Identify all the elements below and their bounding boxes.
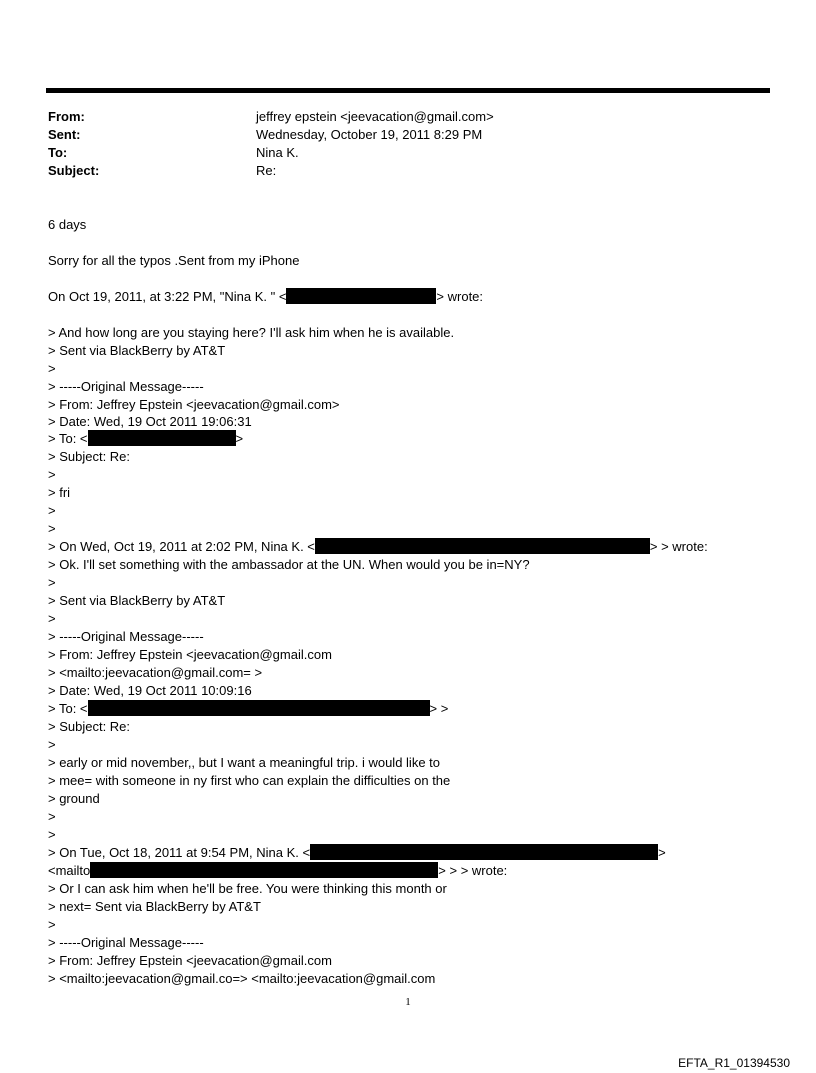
body-text: > On Tue, Oct 18, 2011 at 9:54 PM, Nina K. < <box>48 845 311 860</box>
body-text: > wrote: <box>436 289 484 304</box>
body-line: 6 days <box>48 217 87 232</box>
body-line: > Date: Wed, 19 Oct 2011 10:09:16 <box>48 683 252 698</box>
body-line: > <box>48 917 56 932</box>
body-line: > Or I can ask him when he'll be free. You were thinking this month or <box>48 881 447 896</box>
body-line: > ground <box>48 791 100 806</box>
body-text: > To: < <box>48 431 88 446</box>
redaction-bar <box>88 700 430 716</box>
body-line: > <box>48 809 56 824</box>
subject-label: Subject: <box>48 163 100 178</box>
body-line: > <box>48 503 56 518</box>
redaction-bar <box>286 288 436 304</box>
body-line <box>48 844 666 862</box>
body-line: > <mailto:jeevacation@gmail.com= > <box>48 665 263 680</box>
document-id: EFTA_R1_01394530 <box>678 1056 790 1070</box>
body-line: > <box>48 737 56 752</box>
header-rule <box>46 88 770 93</box>
header-from <box>48 108 494 126</box>
body-text: > > > wrote: <box>438 863 508 878</box>
body-line: > Subject: Re: <box>48 719 131 734</box>
header-sent <box>48 126 483 144</box>
header-to <box>48 144 299 162</box>
body-line: > fri <box>48 485 71 500</box>
to-label: To: <box>48 145 68 160</box>
body-text: On Oct 19, 2011, at 3:22 PM, "Nina K. " < <box>48 289 287 304</box>
body-line: > From: Jeffrey Epstein <jeevacation@gmail.com> <box>48 397 340 412</box>
body-line: Sorry for all the typos .Sent from my iPhone <box>48 253 300 268</box>
body-line <box>48 700 448 718</box>
body-line: > <box>48 611 56 626</box>
subject-value: Re: <box>256 163 277 178</box>
body-line: > early or mid november,, but I want a meaningful trip. i would like to <box>48 755 440 770</box>
body-line: > <box>48 827 56 842</box>
from-value: jeffrey epstein <jeevacation@gmail.com> <box>256 109 494 124</box>
body-line: > Subject: Re: <box>48 449 131 464</box>
body-text: > To: < <box>48 701 88 716</box>
body-line: > Sent via BlackBerry by AT&T <box>48 343 226 358</box>
body-line <box>48 288 483 306</box>
body-line: > -----Original Message----- <box>48 935 204 950</box>
body-line: > From: Jeffrey Epstein <jeevacation@gmail.com <box>48 647 332 662</box>
redaction-bar <box>88 430 236 446</box>
body-line: > -----Original Message----- <box>48 379 204 394</box>
body-line: > -----Original Message----- <box>48 629 204 644</box>
body-line: > <box>48 361 56 376</box>
body-line: > Ok. I'll set something with the ambassador at the UN. When would you be in=NY? <box>48 557 530 572</box>
from-label: From: <box>48 109 85 124</box>
redaction-bar <box>315 538 650 554</box>
body-line: > Sent via BlackBerry by AT&T <box>48 593 226 608</box>
body-text: > > <box>429 701 449 716</box>
to-value: Nina K. <box>256 145 299 160</box>
body-line: > Date: Wed, 19 Oct 2011 19:06:31 <box>48 414 252 429</box>
body-text: > <box>235 431 244 446</box>
body-text: > On Wed, Oct 19, 2011 at 2:02 PM, Nina K. < <box>48 539 315 554</box>
body-line: > mee= with someone in ny first who can explain the difficulties on the <box>48 773 451 788</box>
redaction-bar <box>310 844 658 860</box>
body-text: > <box>658 845 666 860</box>
header-subject <box>48 162 277 180</box>
body-line: > And how long are you staying here? I'll ask him when he is available. <box>48 325 455 340</box>
body-line: > next= Sent via BlackBerry by AT&T <box>48 899 261 914</box>
body-line <box>48 862 507 880</box>
body-text: <mailto <box>48 863 91 878</box>
body-line <box>48 430 243 448</box>
page-number: 1 <box>405 996 411 1008</box>
body-text: > > wrote: <box>649 539 708 554</box>
body-line: > From: Jeffrey Epstein <jeevacation@gmail.com <box>48 953 332 968</box>
sent-label: Sent: <box>48 127 81 142</box>
body-line <box>48 538 708 556</box>
sent-value: Wednesday, October 19, 2011 8:29 PM <box>256 127 483 142</box>
body-line: > <mailto:jeevacation@gmail.co=> <mailto:jeevacation@gmail.com <box>48 971 436 986</box>
body-line: > <box>48 467 56 482</box>
redaction-bar <box>90 862 438 878</box>
body-line: > <box>48 575 56 590</box>
body-line: > <box>48 521 56 536</box>
